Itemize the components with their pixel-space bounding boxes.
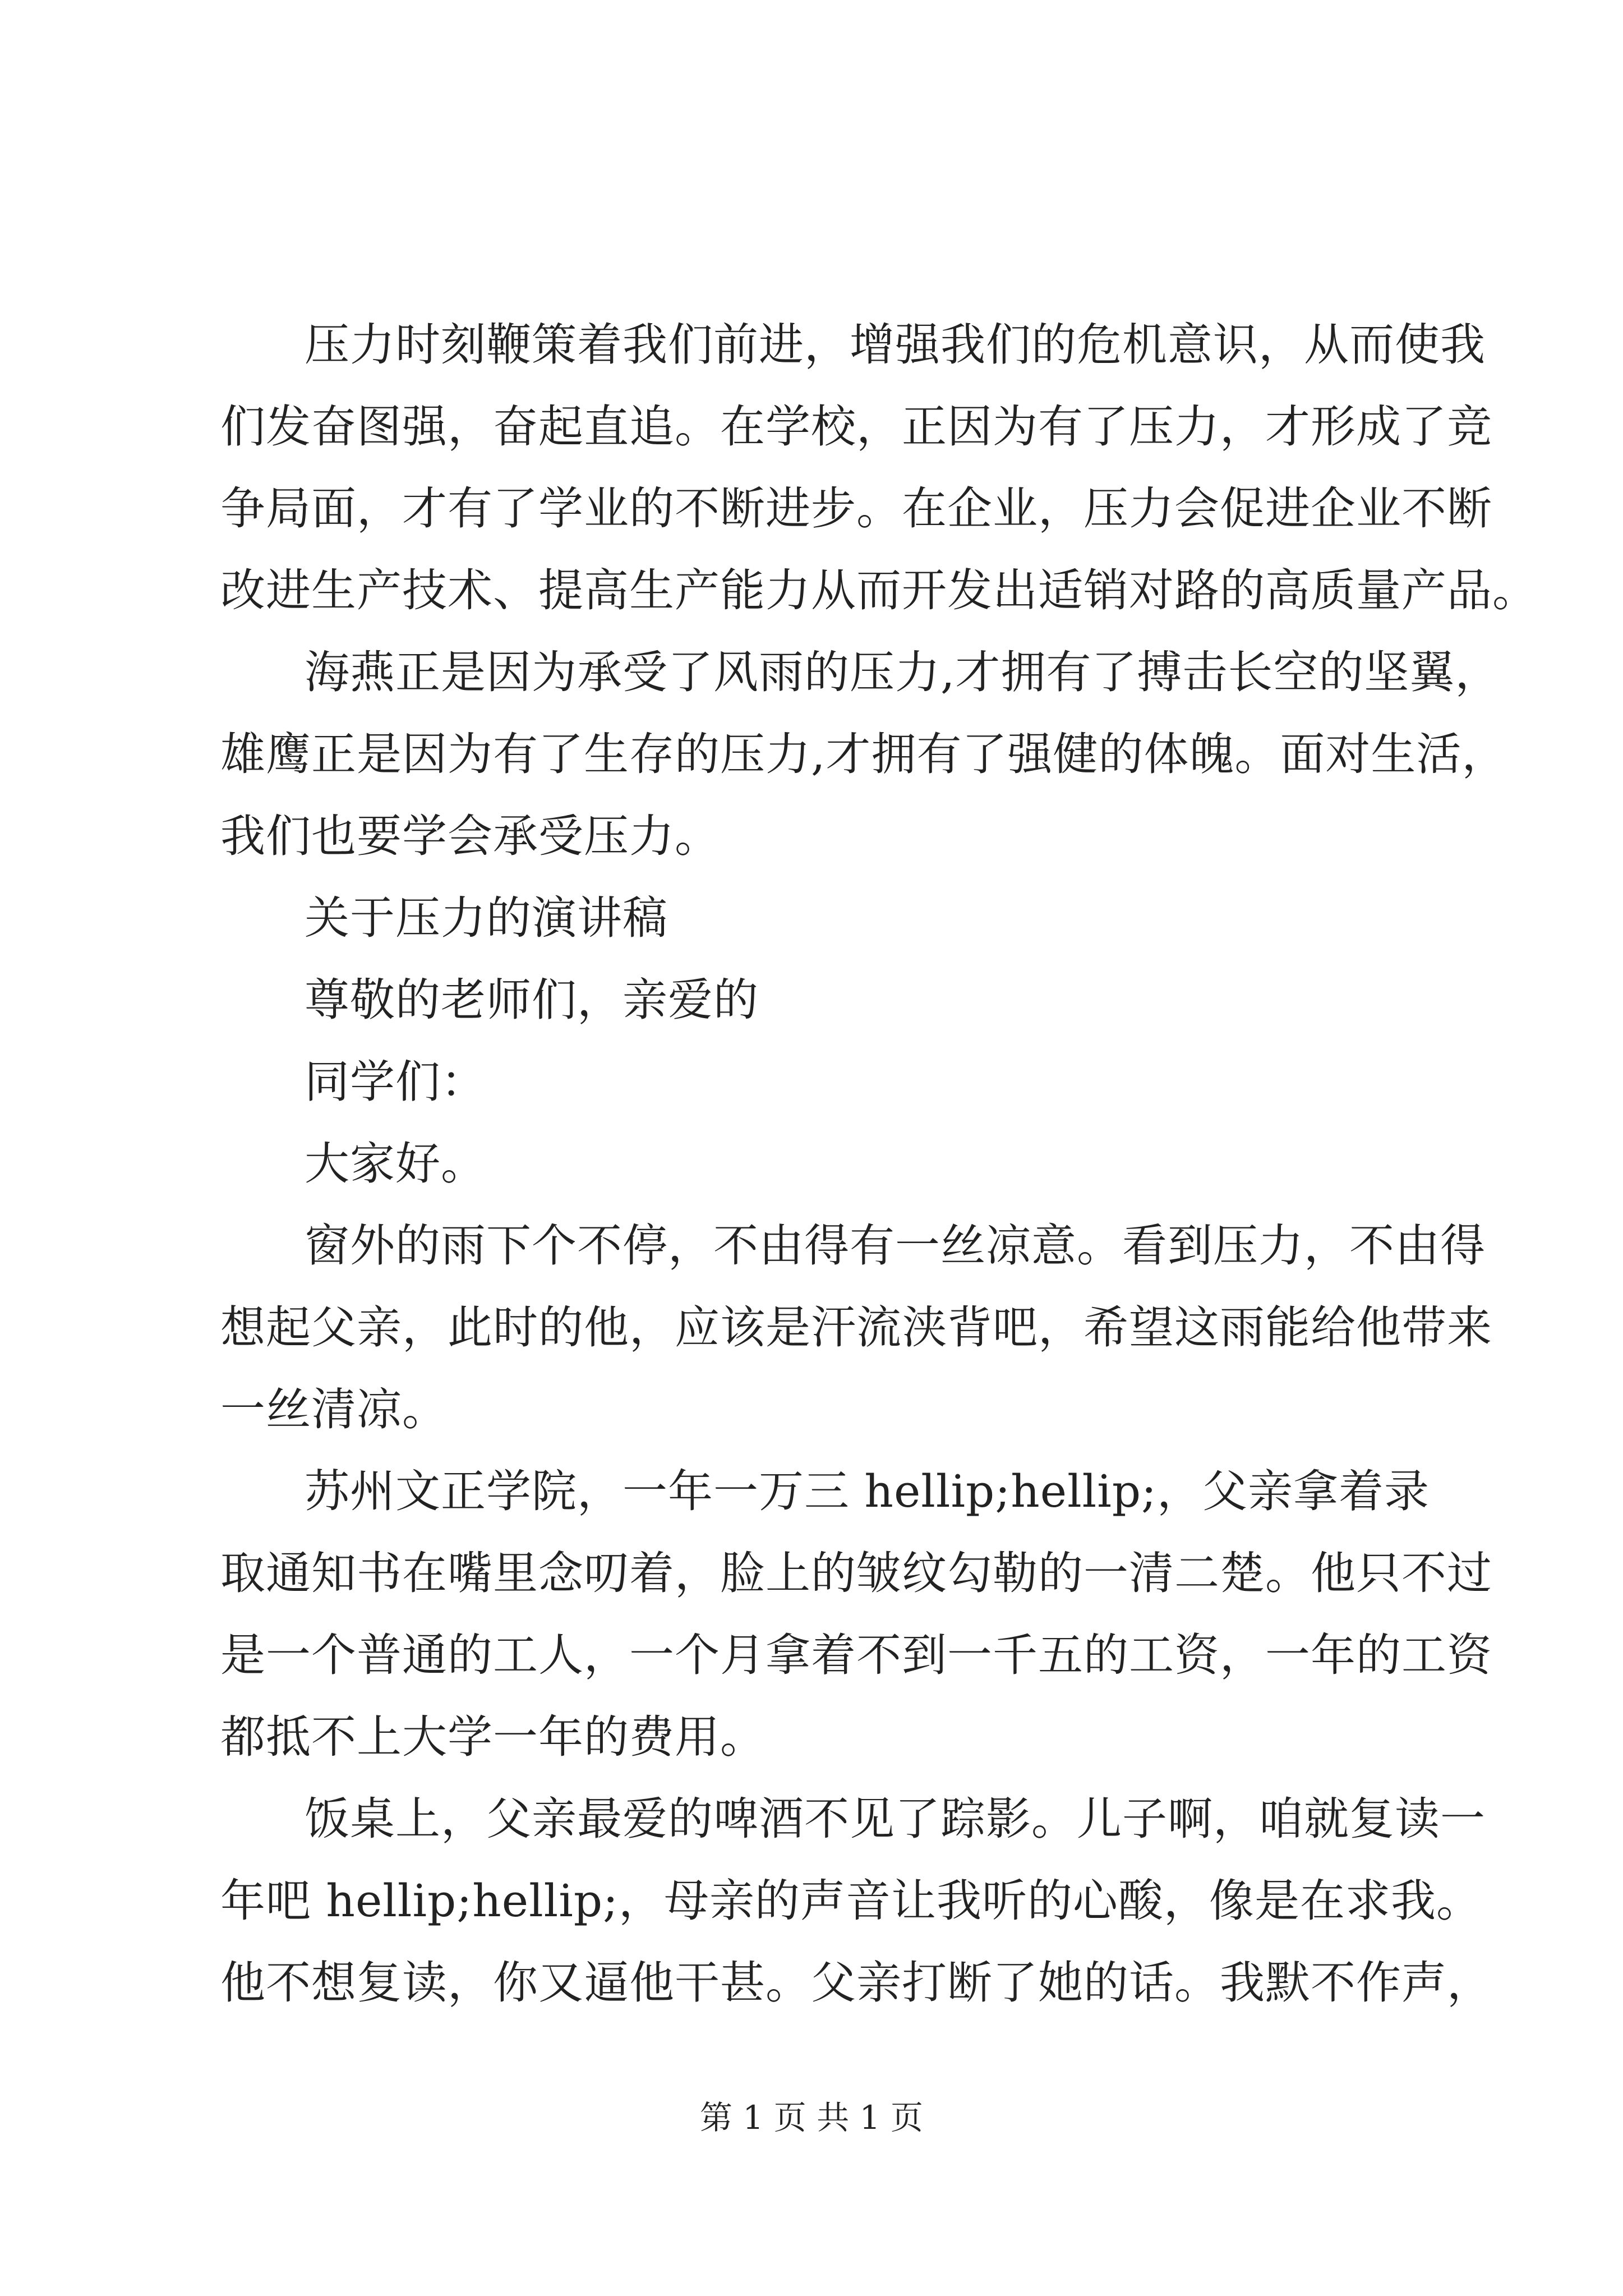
paragraph-line: 苏州文正学院，一年一万三 hellip;hellip;，父亲拿着录 [305, 1465, 1430, 1517]
paragraph-line: 饭桌上，父亲最爱的啤酒不见了踪影。儿子啊，咱就复读一 [305, 1793, 1486, 1845]
paragraph-line: 一丝清凉。 [220, 1383, 448, 1435]
paragraph-line: 海燕正是因为承受了风雨的压力,才拥有了搏击长空的坚翼， [305, 646, 1501, 698]
paragraph-line: 想起父亲，此时的他，应该是汗流浃背吧，希望这雨能给他带来 [220, 1301, 1492, 1354]
speech-title: 关于压力的演讲稿 [305, 892, 668, 944]
paragraph-line: 改进生产技术、提高生产能力从而开发出适销对路的高质量产品。 [220, 564, 1538, 616]
paragraph-line: 们发奋图强，奋起直追。在学校，正因为有了压力，才形成了竞 [220, 401, 1492, 453]
paragraph-line: 窗外的雨下个不停，不由得有一丝凉意。看到压力，不由得 [305, 1220, 1486, 1272]
page-footer: 第 1 页 共 1 页 [700, 2099, 923, 2137]
salutation-line: 尊敬的老师们，亲爱的 [305, 974, 759, 1026]
paragraph-line: 都抵不上大学一年的费用。 [220, 1711, 766, 1763]
paragraph-line: 他不想复读，你又逼他干甚。父亲打断了她的话。我默不作声， [220, 1957, 1492, 2009]
paragraph-line: 争局面，才有了学业的不断进步。在企业，压力会促进企业不断 [220, 482, 1492, 535]
paragraph-line: 取通知书在嘴里念叨着，脸上的皱纹勾勒的一清二楚。他只不过 [220, 1547, 1492, 1599]
paragraph-line: 压力时刻鞭策着我们前进，增强我们的危机意识，从而使我 [305, 319, 1486, 371]
salutation-line: 同学们： [305, 1056, 486, 1108]
greeting-line: 大家好。 [305, 1138, 486, 1190]
paragraph-line: 我们也要学会承受压力。 [220, 810, 720, 862]
paragraph-line: 年吧 hellip;hellip;，母亲的声音让我听的心酸，像是在求我。 [220, 1875, 1482, 1927]
paragraph-line: 是一个普通的工人，一个月拿着不到一千五的工资，一年的工资 [220, 1629, 1492, 1681]
paragraph-line: 雄鹰正是因为有了生存的压力,才拥有了强健的体魄。面对生活， [220, 728, 1507, 780]
